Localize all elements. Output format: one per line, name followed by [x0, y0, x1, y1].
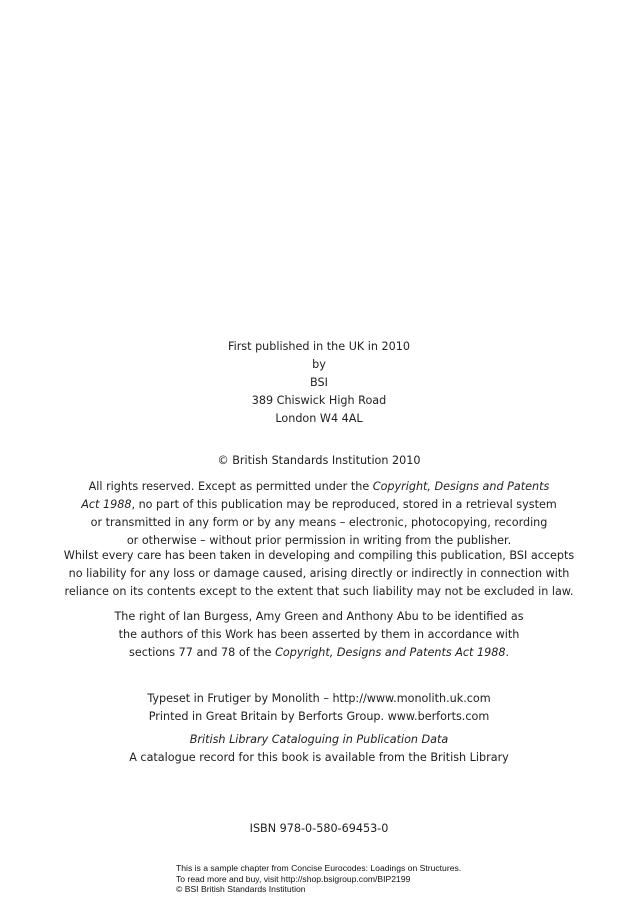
- rights-line-2-italic: Act 1988: [81, 498, 132, 511]
- sample-note-line-3: © BSI British Standards Institution: [176, 884, 306, 894]
- rights-line-4: or otherwise – without prior permission in writing from the publisher.: [126, 534, 512, 547]
- isbn-line: ISBN 978-0-580-69453-0: [249, 822, 389, 835]
- copyright-line: © British Standards Institution 2010: [217, 454, 421, 467]
- address-line-1: 389 Chiswick High Road: [251, 394, 387, 407]
- rights-line-2: [0, 496, 638, 514]
- publisher-info: [0, 338, 638, 428]
- moral-line-3-text: sections 77 and 78 of the: [128, 646, 276, 659]
- rights-line-1-italic: Copyright, Designs and Patents: [372, 480, 550, 493]
- isbn: [0, 820, 638, 838]
- cataloguing-info: [0, 731, 638, 767]
- address-line-2: London W4 4AL: [275, 412, 363, 425]
- disclaimer-line-3: reliance on its contents except to the extent that such liability may not be excluded in law.: [64, 585, 574, 598]
- typeset-line: Typeset in Frutiger by Monolith – http://www.monolith.uk.com: [147, 692, 491, 705]
- disclaimer-line-1: Whilst every care has been taken in developing and compiling this publication, BSI accepts: [63, 549, 575, 562]
- rights-line-2-text: , no part of this publication may be reproduced, stored in a retrieval system: [131, 498, 557, 511]
- rights-paragraph: [0, 478, 638, 550]
- cataloguing-title: [0, 731, 638, 749]
- moral-line-2: the authors of this Work has been asserted by them in accordance with: [118, 628, 520, 641]
- moral-rights-paragraph: [0, 608, 638, 662]
- publisher-name: BSI: [310, 376, 328, 389]
- first-published-line: First published in the UK in 2010: [227, 340, 411, 353]
- sample-chapter-note: [176, 863, 616, 895]
- disclaimer-paragraph: [0, 547, 638, 601]
- moral-line-3-end: .: [505, 646, 510, 659]
- rights-line-3: or transmitted in any form or by any means – electronic, photocopying, recording: [90, 516, 548, 529]
- rights-line-1: [0, 478, 638, 496]
- moral-line-1: The right of Ian Burgess, Amy Green and Anthony Abu to be identified as: [114, 610, 524, 623]
- copyright-notice: [0, 452, 638, 470]
- typeset-info: [0, 690, 638, 726]
- moral-line-3-italic: Copyright, Designs and Patents Act 1988: [275, 646, 506, 659]
- by-line: by: [312, 358, 326, 371]
- disclaimer-line-2: no liability for any loss or damage caused, arising directly or indirectly in connection with: [68, 567, 570, 580]
- printed-line: Printed in Great Britain by Berforts Group. www.berforts.com: [148, 710, 490, 723]
- rights-line-1-text: All rights reserved. Except as permitted under the: [88, 480, 373, 493]
- sample-note-line-2: To read more and buy, visit http://shop.bsigroup.com/BIP2199: [176, 873, 411, 884]
- moral-line-3: [0, 644, 638, 662]
- cataloguing-title-italic: British Library Cataloguing in Publication Data: [189, 733, 449, 746]
- sample-note-line-1: This is a sample chapter from Concise Eurocodes: Loadings on Structures.: [176, 863, 462, 873]
- catalogue-record-line: A catalogue record for this book is available from the British Library: [129, 751, 509, 764]
